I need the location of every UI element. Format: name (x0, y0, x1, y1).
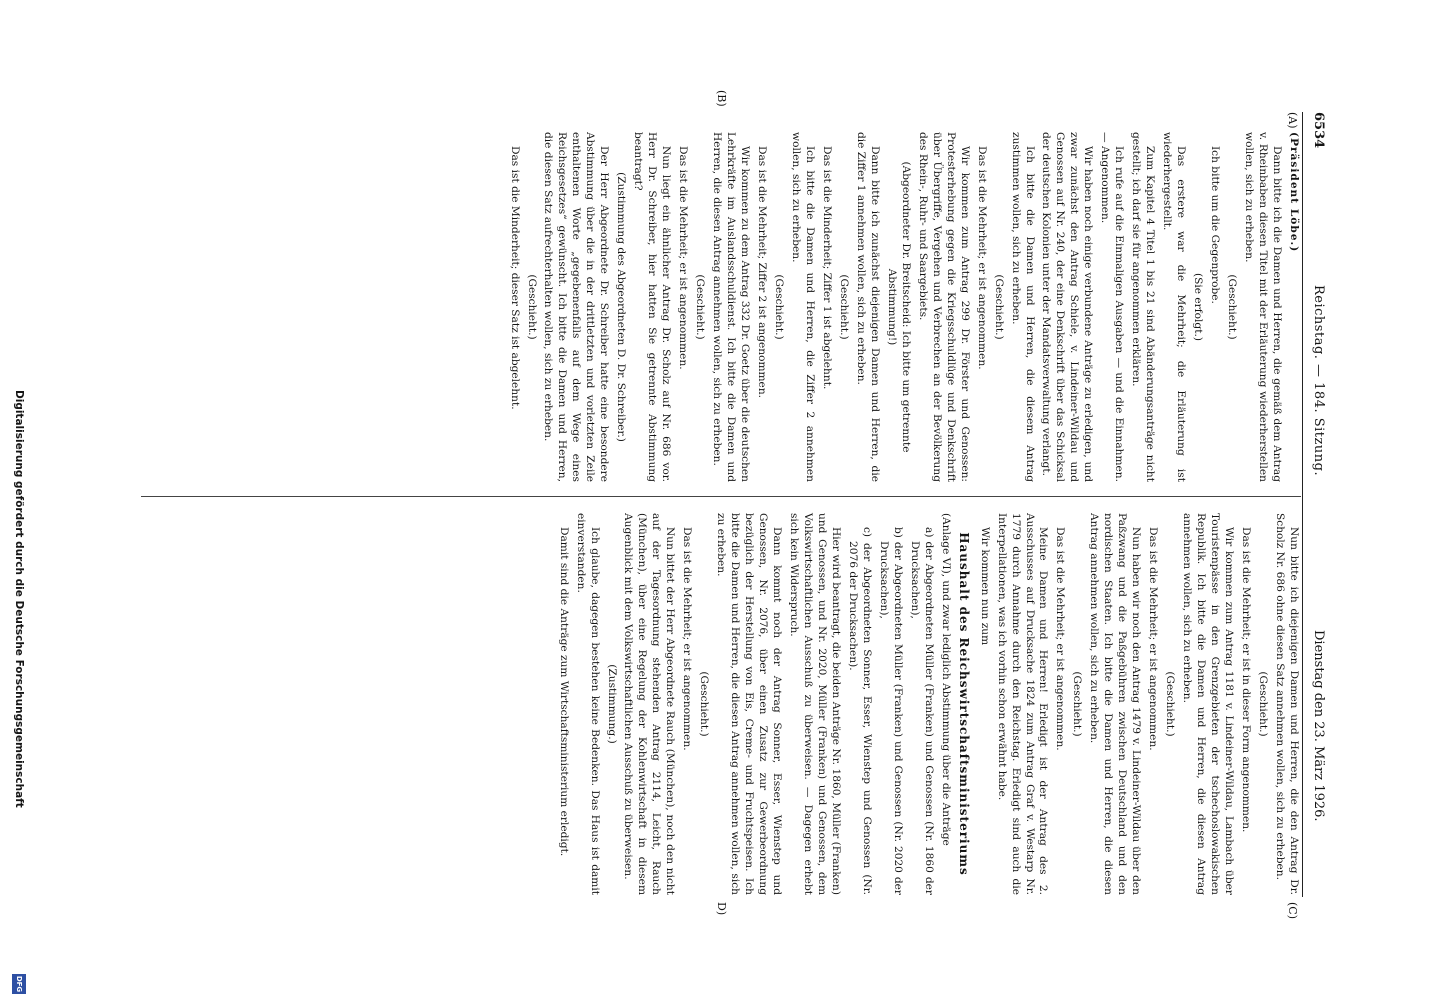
paragraph: Das ist die Mehrheit; er ist angenommen. (975, 146, 988, 370)
dfg-logo: DFG (12, 974, 26, 994)
paragraph: Ich bitte die Damen und Herren, die Ziffer 2 annehmen wollen, sich zu erheben. (790, 132, 816, 482)
interjection: (Geschieht.) (773, 274, 786, 340)
paragraph: Der Herr Abgeordnete Dr. Schreiber hatte eine besondere Abstimmung über die in der drittletzten und vorletzten Zeile enthaltenen Worte „gegebenenfalls auf dem Wege eines Reichsgesetzes“ gewünscht. Ich bitte die Damen und Herren, die diesen Satz aufrechterhalten wollen, sich zu erheben. (542, 132, 611, 482)
funding-note: Digitalisierung gefördert durch die Deutsche Forschungsgemeinschaft (13, 390, 25, 808)
paragraph: Meine Damen und Herren! Erledigt ist der Antrag des 2. Ausschusses auf Drucksache 1824 zum Antrag Graf v. Westarp Nr. 1779 durch Annahme durch den Reichstag. Erledigt sind auch die Interpellationen, was ich vorhin schon erwähnt habe. (995, 513, 1050, 895)
session-date: Dienstag den 23. März 1926. (1311, 630, 1326, 822)
paragraph: Das ist die Minderheit; dieser Satz ist abgelehnt. (508, 146, 521, 410)
paragraph: Das ist die Mehrheit; er ist angenommen. (681, 527, 694, 751)
margin-mark-a: (A) (1286, 112, 1299, 129)
paragraph: Dann bitte ich zunächst diejenigen Damen und Herren, die die Ziffer 1 annehmen wollen, sich zu erheben. (854, 132, 881, 482)
paragraph: Das ist die Mehrheit; Ziffer 2 ist angenommen. (756, 146, 769, 399)
paragraph: Dann kommt noch der Antrag Sonner, Esser, Wienstep und Genossen, Nr. 2076, über einen Zusatz zur Gewerbeordnung bezüglich der Herstellung von Eis, Creme- und Fruchtspeisen. Ich bitte die Damen und Herren, die diesen Antrag annehmen wollen, sich zu erheben. (715, 513, 784, 895)
list-item: c) der Abgeordneten Sonner, Esser, Wienstep und Genossen (Nr. 2076 der Drucksachen). (847, 527, 873, 895)
margin-mark-b: (B) (715, 90, 728, 107)
paragraph: Nun bittet der Herr Abgeordnete Rauch (München), noch den nicht auf der Tagesordnung stehenden Antrag 2114, Leicht, Rauch (München), über eine Regelung der Kohlenwirtschaft in diesem Augenblick mit dem Volkswirtschaftlichen Ausschuß zu überweisen. (622, 513, 677, 895)
interjection: (Geschieht.) (1257, 671, 1270, 737)
paragraph: Wir kommen nun zum (978, 527, 991, 646)
paragraph: Nun haben wir noch den Antrag 1479 v. Lindeiner-Wildau über den Paßzwang und die Paßgebühren zwischen Deutschland und den nordischen Staaten. Ich bitte die Damen und Herren, die diesen Antrag annehmen wollen, sich zu erheben. (1088, 513, 1143, 895)
paragraph: Ich bitte die Damen und Herren, die diesem Antrag zustimmen wollen, sich zu erheben. (1009, 132, 1036, 482)
paragraph: (Anlage VI), und zwar lediglich Abstimmung über die Anträge (939, 513, 952, 846)
paragraph: Ich rufe auf die Einmaligen Ausgaben — und die Einnahmen. — Angenommen. (1099, 132, 1126, 482)
left-column (504, 112, 1300, 482)
interjection: (Geschieht.) (694, 274, 707, 340)
paragraph: Das ist die Minderheit; Ziffer 1 ist abgelehnt. (820, 146, 833, 390)
paragraph: Das ist die Mehrheit; er ist angenommen. (677, 146, 690, 370)
paragraph: Nun bitte ich diejenigen Damen und Herren, die den Antrag Dr. Scholz Nr. 686 ohne diesen Satz annehmen wollen, sich zu erheben. (1274, 513, 1300, 895)
paragraph: Das ist die Mehrheit; er ist in dieser Form angenommen. (1240, 527, 1253, 833)
section-heading: Haushalt des Reichswirtschaftsministeriums (956, 532, 971, 876)
interjection: (Zustimmung des Abgeordneten D. Dr. Schreiber.) (615, 172, 628, 442)
interjection: (Geschieht.) (992, 274, 1005, 340)
paragraph: Nun liegt ein ähnlicher Antrag Dr. Scholz auf Nr. 686 vor. Herr Dr. Schreiber, hier hatten Sie getrennte Abstimmung beantragt? (632, 132, 673, 482)
interjection: (Zustimmung.) (605, 664, 618, 744)
paragraph: Wir kommen zu dem Antrag 332 Dr. Goetz über die deutschen Lehrkräfte im Auslandsschuldienst. Ich bitte die Damen und Herren, die diesen Antrag annehmen wollen, sich zu erheben. (711, 132, 752, 482)
running-header (1306, 0, 1326, 1000)
paragraph: Wir kommen zum Antrag 299 Dr. Förster und Genossen: Protesterhebung gegen die Kriegsschuldlüge und Denkschrift über Übergriffe, Vergehen und Verbrechen an der Bevölkerung des Rhein-, Ruhr- und Saargebiets. (916, 132, 971, 482)
right-column (553, 513, 1300, 895)
paragraph: Ich glaube, dagegen bestehen keine Bedenken. Das Haus ist damit einverstanden. (574, 513, 601, 895)
paragraph: Hier wird beantragt, die beiden Anträge Nr. 1860, Müller (Franken) und Genossen, und Nr. 2020, Müller (Franken) und Genossen, dem Volkswirtschaftlichen Ausschuß zu überweisen. — Dagegen erhebt sich kein Widerspruch. (788, 513, 843, 895)
paragraph: Zum Kapitel 4 Titel 1 bis 21 sind Abänderungsanträge nicht gestellt; ich darf sie für angenommen erklären. (1130, 132, 1157, 482)
paragraph: Dann bitte ich die Damen und Herren, die gemäß dem Antrag v. Rheinbaben diesen Titel mit der Erläuterung wiederherstellen wollen, sich zu erheben. (1243, 132, 1284, 482)
list-item: b) der Abgeordneten Müller (Franken) und Genossen (Nr. 2020 der Drucksachen), (877, 527, 904, 895)
paragraph: Wir kommen zum Antrag 1181 v. Lindeiner-Wildau, Lambach über Touristenpässe in den Grenzgebieten der tschechoslowakischen Republik. Ich bitte die Damen und Herren, die diesen Antrag annehmen wollen, sich zu erheben. (1181, 513, 1236, 895)
interjection: (Abgeordneter Dr. Breitscheid: Ich bitte um getrennte Abstimmung!) (885, 161, 912, 453)
header-rule (1302, 112, 1303, 897)
interjection: (Sie erfolgt.) (1192, 273, 1205, 341)
margin-mark-d: D) (715, 902, 728, 916)
session-title: Reichstag. — 184. Sitzung. (1311, 285, 1326, 477)
interjection: (Geschieht.) (1071, 671, 1084, 737)
paragraph: Das erstere war die Mehrheit; die Erläuterung ist wiederhergestellt. (1161, 132, 1188, 482)
page-number: 6534 (1311, 112, 1326, 149)
paragraph: Ich bitte um die Gegenprobe. (1209, 146, 1222, 304)
interjection: (Geschieht.) (698, 671, 711, 737)
margin-mark-c: (C) (1286, 902, 1299, 919)
interjection: (Geschieht.) (525, 274, 538, 340)
paragraph: Das ist die Mehrheit; er ist angenommen. (1054, 527, 1067, 751)
paragraph: Wir haben noch einige verbundene Anträge zu erledigen, und zwar zunächst den Antrag Schiele, v. Lindeiner-Wildau und Genossen auf Nr. 240, der eine Denkschrift über das Schicksal der deutschen Kolonien unter der Mandatsverwaltung verlangt. (1040, 132, 1095, 482)
column-divider (141, 496, 1301, 497)
interjection: (Geschieht.) (837, 274, 850, 340)
interjection: (Geschieht.) (1164, 671, 1177, 737)
list-item: a) der Abgeordneten Müller (Franken) und Genossen (Nr. 1860 der Drucksachen), (908, 527, 935, 895)
speaker-label: (Präsident Löbe.) (1288, 132, 1300, 253)
paragraph: Damit sind die Anträge zum Wirtschaftsministerium erledigt. (557, 527, 570, 857)
paragraph: Das ist die Mehrheit; er ist angenommen. (1147, 527, 1160, 751)
footer (8, 0, 28, 1000)
interjection: (Geschieht.) (1226, 274, 1239, 340)
